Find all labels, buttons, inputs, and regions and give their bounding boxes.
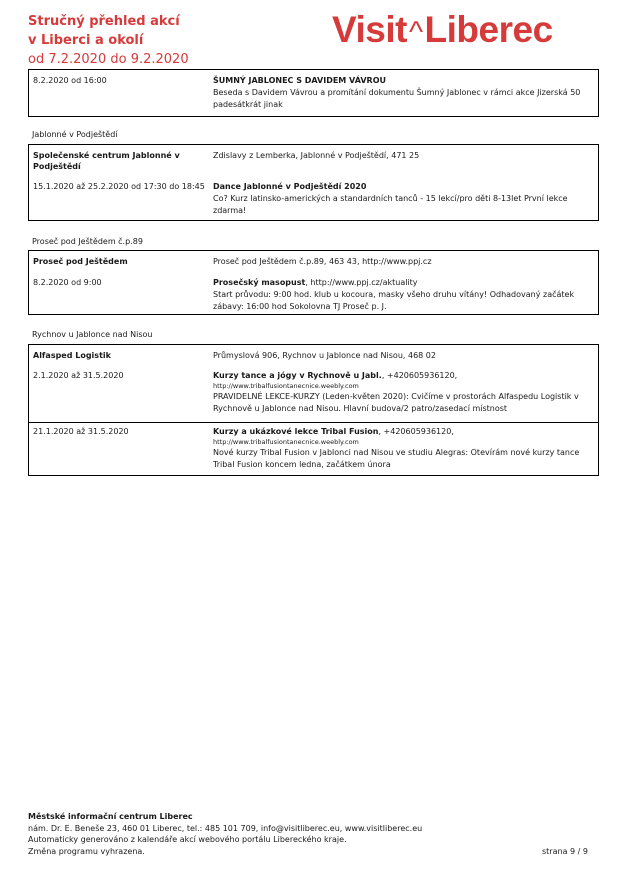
venue-address: Zdislavy z Lemberka, Jablonné v Podještědí, 471 25 [213,151,420,160]
region-heading: Proseč pod Ještědem č.p.89 [32,237,143,246]
footer [28,811,422,857]
footer-note-generated: Automaticky generováno z kalendáře akcí webového portálu Libereckého kraje. [28,835,347,844]
venue-name: Společenské centrum Jablonné v Podještědí [33,151,180,171]
title-line-1: Stručný přehled akcí [28,14,180,29]
event-description: Co? Kurz latinsko-amerických a standardních tanců - 15 lekcí/pro děti 8-13let První lekce zdarma! [213,194,568,215]
document-title [28,12,189,69]
event-date: 2.1.2020 až 31.5.2020 [33,371,124,380]
event-phone: , +420605936120, [378,427,454,436]
logo-word-liberec: Liberec [424,9,553,50]
region-heading: Jablonné v Podještědí [32,130,118,139]
venue-name: Proseč pod Ještědem [33,257,128,266]
venue-box [28,344,599,476]
event-title: Prosečský masopust [213,278,306,287]
venue-box [28,144,599,221]
page-number: strana 9 / 9 [542,847,588,856]
venue-address: Průmyslová 906, Rychnov u Jablonce nad Nisou, 468 02 [213,351,436,360]
event-url-link[interactable]: http://www.tribalfusiontanecnice.weebly.com [213,438,359,446]
date-range: od 7.2.2020 do 9.2.2020 [28,52,189,67]
event-description: Beseda s Davidem Vávrou a promítání dokumentu Šumný Jablonec v rámci akce Jizerská 50 padesátkrát jinak [213,88,581,109]
event-title: Kurzy tance a jógy v Rychnově u Jabl. [213,371,382,380]
footer-note-changes: Změna programu vyhrazena. [28,846,145,856]
venue-box [28,250,599,315]
logo-caret: ^ [408,16,423,49]
venue-name: Alfasped Logistik [33,351,111,360]
event-phone: , +420605936120, [381,371,458,380]
event-description: Nové kurzy Tribal Fusion v Jablonci nad Nisou ve studiu Alegras: Otevírám nové kurzy tance Tribal Fusion koncem ledna, začátkem února [213,448,580,469]
visit-liberec-logo [332,8,553,55]
event-title: ŠUMNÝ JABLONEC S DAVIDEM VÁVROU [213,76,386,85]
event-description: Start průvodu: 9:00 hod. klub u kocoura, masky všeho druhu vítány! Odhadovaný začátek zábavy: 16:00 hod Sokolovna TJ Proseč p. J. [213,290,575,311]
event-date: 21.1.2020 až 31.5.2020 [33,427,129,436]
event-description: PRAVIDELNÉ LEKCE-KURZY (Leden-květen 2020): Cvičíme v prostorách Alfaspedu Logistik v Rychnově u Jablonce nad Nisou. Hlavní budova/2 patro/zasedací místnost [213,392,579,413]
event-date: 8.2.2020 od 16:00 [33,76,107,85]
event-date: 15.1.2020 až 25.2.2020 od 17:30 do 18:45 [33,182,205,191]
footer-org-name: Městské informační centrum Liberec [28,812,193,821]
event-date: 8.2.2020 od 9:00 [33,278,102,287]
event-link[interactable]: , http://www.ppj.cz/aktuality [305,278,418,287]
logo-word-visit: Visit [332,9,407,50]
event-box-continued [28,69,599,117]
region-heading: Rychnov u Jablonce nad Nisou [32,330,153,339]
footer-contact: nám. Dr. E. Beneše 23, 460 01 Liberec, tel.: 485 101 709, info@visitliberec.eu, www.visitliberec.eu [28,823,423,833]
event-title: Dance Jablonné v Podještědí 2020 [213,182,367,191]
event-url-link[interactable]: http://www.tribalfusiontanecnice.weebly.com [213,382,359,390]
title-line-2: v Liberci a okolí [28,33,144,48]
venue-address: Proseč pod Ještědem č.p.89, 463 43, http://www.ppj.cz [213,257,432,266]
event-title: Kurzy a ukázkové lekce Tribal Fusion [213,427,379,436]
